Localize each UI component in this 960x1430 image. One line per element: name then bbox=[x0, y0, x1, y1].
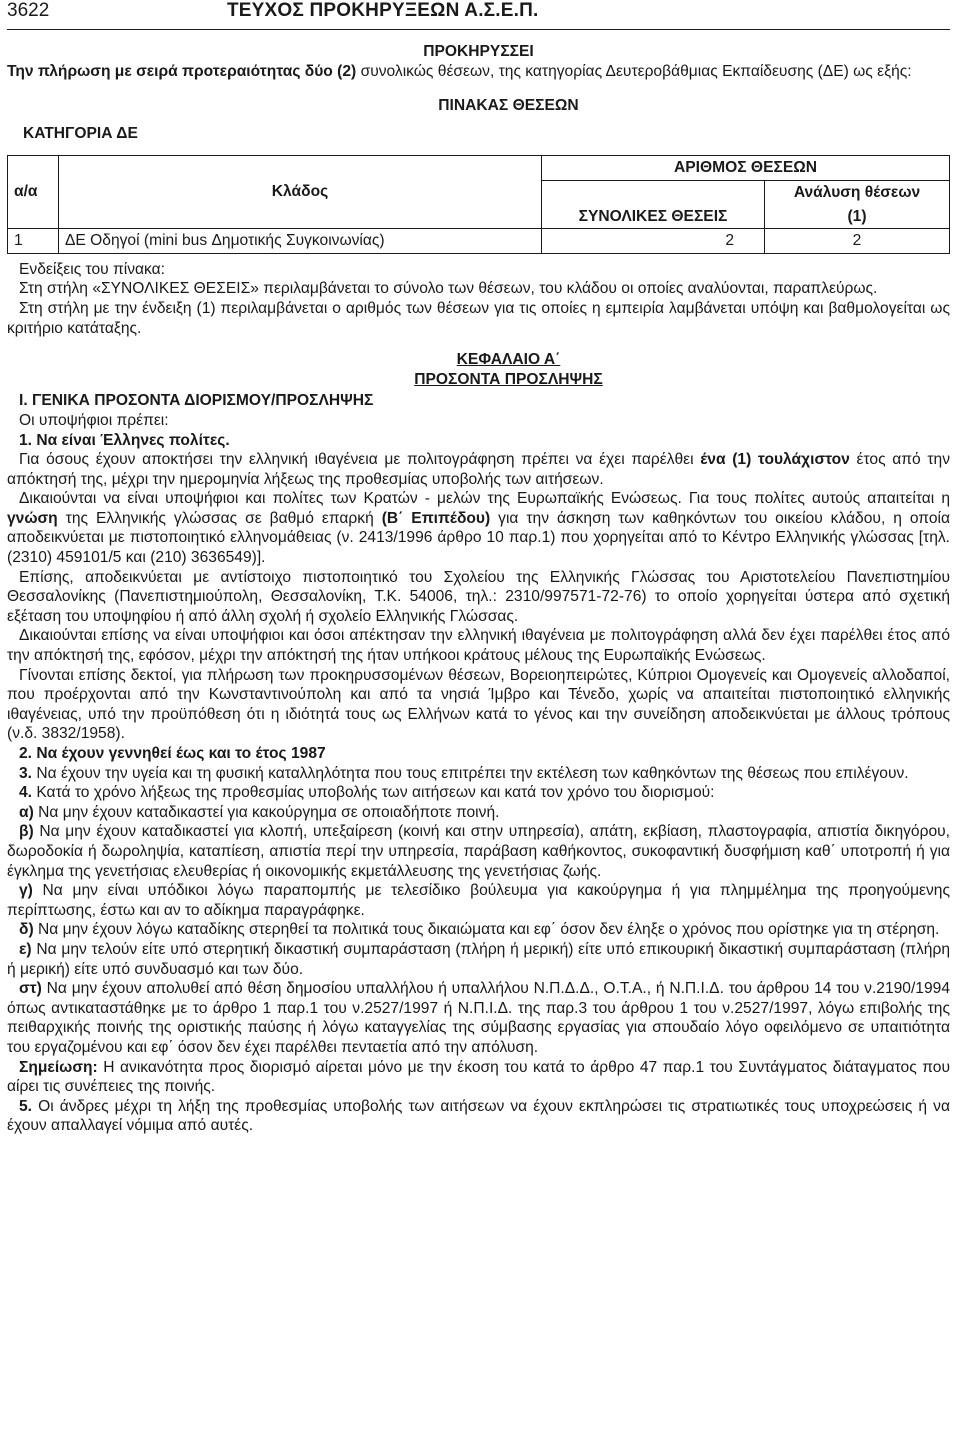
notes-heading: Ενδείξεις του πίνακα: bbox=[19, 260, 166, 278]
item4 bbox=[7, 783, 950, 803]
row-aa: 1 bbox=[8, 229, 59, 254]
item4-text: Κατά το χρόνο λήξεως της προθεσμίας υποβολής των αιτήσεων και κατά τον χρόνο του διορισμού: bbox=[32, 784, 715, 802]
table-header-row-1 bbox=[8, 156, 950, 181]
item1-p2-e: για την άσκηση των καθηκόντων του οικείου κλάδου, η οποία αποδεικνύεται με πιστοποιητικό ελληνομάθειας (ν. 2413/1996 άρθρο 10 παρ.1) που χορηγείται από το Κέντρο Ελληνικής γλώσσας [τηλ. (2310) 459101/5 και (210) 3636549)]. bbox=[7, 509, 950, 567]
item1-p1 bbox=[7, 450, 950, 489]
chapter-title: ΚΕΦΑΛΑΙΟ Α΄ bbox=[456, 351, 561, 369]
announcement-intro-rest: συνολικώς θέσεων, της κατηγορίας Δευτεροβάθμιας Εκπαίδευσης (ΔΕ) ως εξής: bbox=[356, 62, 912, 80]
header-aa: α/α bbox=[8, 156, 59, 229]
item4-number: 4. bbox=[19, 784, 33, 802]
item4-c-label: γ) bbox=[19, 882, 33, 900]
positions-table bbox=[7, 155, 950, 253]
item4-b-label: β) bbox=[19, 823, 34, 841]
notes-note1: Στη στήλη «ΣΥΝΟΛΙΚΕΣ ΘΕΣΕΙΣ» περιλαμβάνεται το σύνολο των θέσεων, του κλάδου οι οποίες αναλύονται, παραπλεύρως. bbox=[19, 280, 878, 298]
item3 bbox=[7, 764, 950, 784]
notes-note2: Στη στήλη με την ένδειξη (1) περιλαμβάνεται ο αριθμός των θέσεων για τις οποίες η εμπειρία λαμβάνεται υπόψη και βαθμολογείται ως κριτήριο κατάταξης. bbox=[7, 299, 950, 337]
general-lead: Οι υποψήφιοι πρέπει: bbox=[19, 411, 169, 429]
item4-b-text: Να μην έχουν καταδικαστεί για κλοπή, υπεξαίρεση (κοινή και στην υπηρεσία), απάτη, εκβίαση, πλαστογραφία, απιστία δικηγόρου, δωροδοκία ή δωροληψία, καταπίεση, απιστία περί την υπηρεσία, παράβαση καθήκοντος, συκοφαντική δυσφήμιση καθ΄ υποτροπή ή για έγκλημα της γενετήσιας ελευθερίας ή οικονομικής εκμετάλλευσης της γενετήσιας ζωής. bbox=[7, 823, 950, 880]
item1-p2-b: γνώση bbox=[7, 509, 58, 527]
item1-title: 1. Να είναι Έλληνες πολίτες. bbox=[19, 431, 230, 449]
issue-title: ΤΕΥΧΟΣ ΠΡΟΚΗΡΥΞΕΩΝ Α.Σ.Ε.Π. bbox=[227, 0, 539, 21]
item4-c bbox=[7, 881, 950, 920]
item4-d-label: δ) bbox=[19, 921, 34, 939]
item5-number: 5. bbox=[19, 1097, 33, 1115]
item1-p5: Γίνονται επίσης δεκτοί, για πλήρωση των προκηρυσσομένων θέσεων, Βορειοηπειρώτες, Κύπριοι Ομογενείς και Ομογενείς αλλοδαποί, που προέρχονται από την Κωνσταντινούπολη και από τα νησιά Ίμβρο και Τένεδο, χωρίς να απαιτείται πιστοποιητικό ελληνικής ιθαγένειας, υπό την προϋπόθεση ότι η ιδιότητά τους ως Ελλήνων κατά το γένος και την συνείδηση αποδεικνύεται με άλλους τρόπους (ν.δ. 3832/1958). bbox=[7, 666, 950, 743]
announcement-intro-bold: Την πλήρωση με σειρά προτεραιότητας δύο (2) bbox=[7, 62, 357, 80]
item4-st-label: στ) bbox=[19, 980, 42, 998]
row-analysi: 2 bbox=[765, 229, 950, 254]
item4-a bbox=[7, 803, 950, 823]
row-klados: ΔΕ Οδηγοί (mini bus Δημοτικής Συγκοινωνίας) bbox=[59, 229, 542, 254]
announcement-title: ΠΡΟΚΗΡΥΣΣΕΙ bbox=[423, 43, 534, 60]
item1-p1-b: ένα (1) τουλάχιστον bbox=[700, 451, 850, 469]
chapter-heading bbox=[7, 350, 950, 389]
header-analysi-sub: (1) bbox=[765, 205, 950, 229]
item4-a-text: Να μην έχουν καταδικαστεί για κακούργημα σε οποιαδήποτε ποινή. bbox=[33, 803, 500, 821]
header-analysi: Ανάλυση θέσεων bbox=[765, 180, 950, 204]
item4-c-text: Να μην είναι υπόδικοι λόγω παραπομπής με τελεσίδικο βούλευμα για κακούργημα ή για πλημμέλημα της προηγούμενης περίπτωσης, έστω και αν το αδίκημα παραγράφηκε. bbox=[7, 882, 950, 919]
item1-p2 bbox=[7, 489, 950, 567]
item1-p2-a: Δικαιούνται να είναι υποψήφιοι και πολίτες των Κρατών - μελών της Ευρωπαϊκής Ενώσεως. Για τους πολίτες αυτούς απαιτείται η bbox=[19, 490, 950, 508]
item3-text: Να έχουν την υγεία και τη φυσική καταλληλότητα που τους επιτρέπει την εκτέλεση των καθηκόντων της θέσεως που επιλέγουν. bbox=[32, 764, 909, 782]
header-klados: Κλάδος bbox=[59, 156, 542, 229]
item1-p4: Δικαιούνται επίσης να είναι υποψήφιοι και όσοι απέκτησαν την ελληνική ιθαγένεια με πολιτογράφηση αλλά δεν έχει παρέλθει έτος από την απόκτησή της, εφόσον, μέχρι την απόκτησή της ήταν υπήκοοι κράτους μέλους της Ευρωπαϊκής Ενώσεως. bbox=[7, 627, 950, 665]
item4-b bbox=[7, 822, 950, 881]
chapter-subtitle: ΠΡΟΣΟΝΤΑ ΠΡΟΣΛΗΨΗΣ bbox=[414, 370, 603, 388]
item4-d-text: Να μην έχουν λόγω καταδίκης στερηθεί τα πολιτικά τους δικαιώματα και εφ΄ όσον δεν έληξε ο χρόνος που ορίστηκε για τη στέρηση. bbox=[33, 921, 940, 939]
item5 bbox=[7, 1097, 950, 1136]
item2: 2. Να έχουν γεννηθεί έως και το έτος 1987 bbox=[19, 745, 326, 762]
note bbox=[7, 1058, 950, 1097]
item3-number: 3. bbox=[19, 764, 33, 782]
page-number: 3622 bbox=[7, 0, 50, 21]
note-label: Σημείωση: bbox=[19, 1058, 98, 1076]
announcement-intro bbox=[7, 62, 950, 82]
item1-p3: Επίσης, αποδεικνύεται με αντίστοιχο πιστοποιητικό του Σχολείου της Ελληνικής Γλώσσας του Αριστοτελείου Πανεπιστημίου Θεσσαλονίκης (Πανεπιστημιούπολη, Θεσσαλονίκη, Τ.Κ. 54006, τηλ.: 2310/997571-72-76) το οποίο χορηγείται ύστερα από σχετική εξέταση του υποψηφίου ή από άλλη σχολή ή σχολείο Ελληνικής Γλώσσας. bbox=[7, 568, 950, 625]
item1-p2-c: της Ελληνικής γλώσσας σε βαθμό επαρκή bbox=[57, 509, 382, 527]
positions-category: ΚΑΤΗΓΟΡΙΑ ΔΕ bbox=[23, 124, 138, 142]
item4-d bbox=[7, 920, 950, 940]
item4-st bbox=[7, 979, 950, 1057]
positions-table-title: ΠΙΝΑΚΑΣ ΘΕΣΕΩΝ bbox=[438, 97, 579, 115]
item4-e-text: Να μην τελούν είτε υπό στερητική δικαστική συμπαράσταση (πλήρη ή μερική) είτε υπό επικουρική δικαστική συμπαράσταση (πλήρη ή μερική) είτε υπό συνδυασμό και των δύο. bbox=[7, 940, 950, 978]
page-header bbox=[7, 0, 950, 30]
item1-p1-c: έτος από την απόκτησή της, μέχρι την ημερομηνία λήξεως της προθεσμίας υποβολής των αιτήσεων. bbox=[7, 451, 950, 488]
table-notes bbox=[7, 260, 950, 338]
item4-e bbox=[7, 940, 950, 979]
general-title: Ι. ΓΕΝΙΚΑ ΠΡΟΣΟΝΤΑ ΔΙΟΡΙΣΜΟΥ/ΠΡΟΣΛΗΨΗΣ bbox=[19, 392, 374, 410]
header-synolikes: ΣΥΝΟΛΙΚΕΣ ΘΕΣΕΙΣ bbox=[542, 180, 765, 228]
header-arithmos: ΑΡΙΘΜΟΣ ΘΕΣΕΩΝ bbox=[542, 156, 950, 181]
item5-text: Οι άνδρες μέχρι τη λήξη της προθεσμίας υποβολής των αιτήσεων να έχουν εκπληρώσει τις στρατιωτικές τους υποχρεώσεις ή να έχουν απαλλαγεί νόμιμα από αυτές. bbox=[7, 1097, 950, 1135]
table-row bbox=[8, 229, 950, 254]
row-synolikes: 2 bbox=[542, 229, 765, 254]
note-text: Η ανικανότητα προς διορισμό αίρεται μόνο με την έκοση του κατά το άρθρο 47 παρ.1 του Συντάγματος διάταγματος που αίρει τις συνέπειες της ποινής. bbox=[7, 1058, 950, 1096]
general-section bbox=[7, 391, 950, 1136]
item1-p1-a: Για όσους έχουν αποκτήσει την ελληνική ιθαγένεια με πολιτογράφηση πρέπει να έχει παρέλθει bbox=[19, 451, 701, 469]
item4-a-label: α) bbox=[19, 803, 34, 821]
item4-e-label: ε) bbox=[19, 940, 32, 958]
item1-p2-d: (Β΄ Επιπέδου) bbox=[381, 509, 491, 527]
item4-st-text: Να μην έχουν απολυθεί από θέση δημοσίου υπαλλήλου ή υπαλλήλου Ν.Π.Δ.Δ., Ο.Τ.Α., ή Ν.Π.Ι.Δ. του άρθρου 14 του ν.2190/1994 όπως αντικαταστάθηκε με το άρθρο 1 παρ.1 του ν.2527/1997 ή Ν.Π.Ι.Δ. της παρ.3 του άρθρου 1 του ν.2527/1997, λόγω επιβολής της πειθαρχικής ποινής της οριστικής παύσης ή λόγω καταγγελίας της σύμβασης εργασίας για σπουδαίο λόγο οφειλόμενο σε υπαιτιότητα του εργαζομένου και εφ΄ όσον δεν έχει παρέλθει πενταετία από την απόλυση. bbox=[7, 980, 950, 1056]
